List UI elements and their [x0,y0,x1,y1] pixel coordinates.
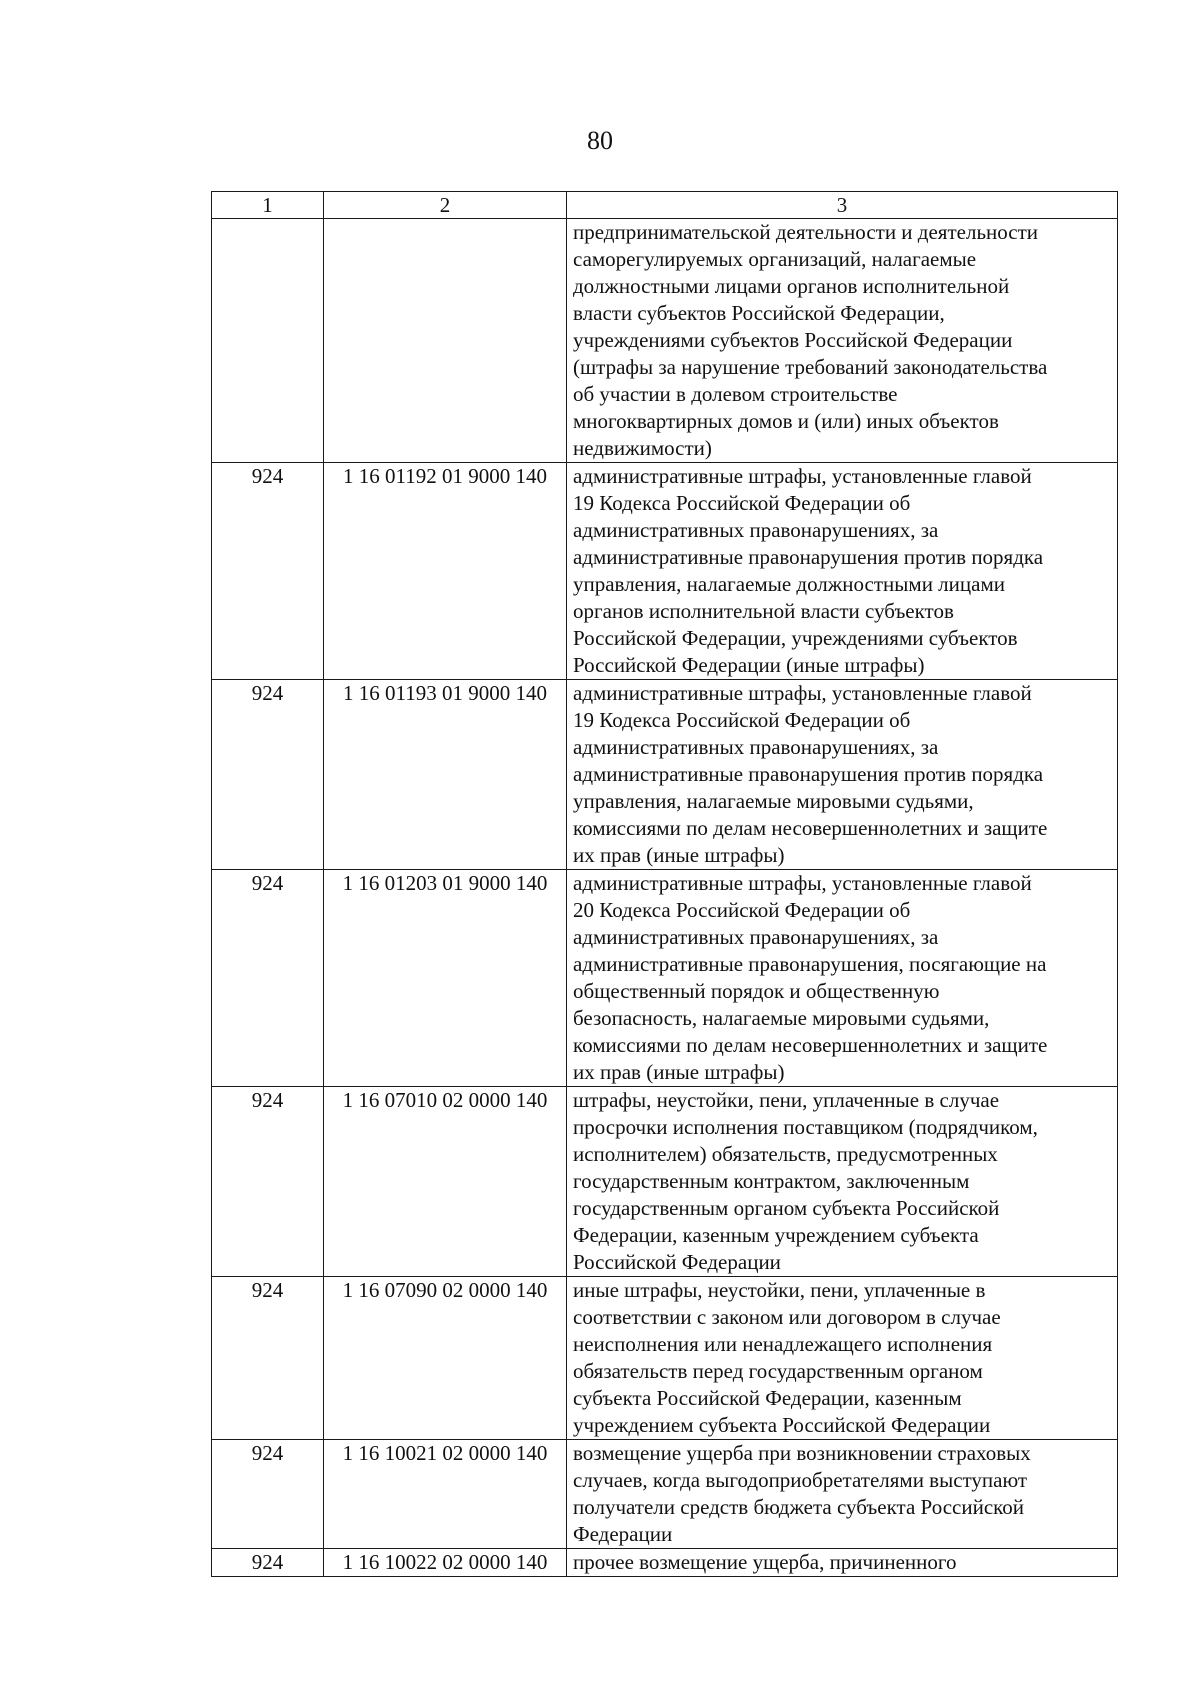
header-col-2: 2 [324,192,567,219]
admin-code-cell: 924 [212,1440,324,1549]
description-cell [567,870,1118,1087]
admin-code-cell: 924 [212,1277,324,1440]
admin-code-cell: 924 [212,1087,324,1277]
description-line: административных правонарушениях, за [573,735,939,759]
description-line: 20 Кодекса Российской Федерации об [573,898,911,922]
description-line: учреждениями субъектов Российской Федерации [573,328,1013,352]
description-line: исполнителем) обязательств, предусмотренных [573,1142,998,1166]
description-line: предпринимательской деятельности и деятельности [573,220,1039,244]
description-line: многоквартирных домов и (или) иных объектов [573,409,999,433]
description-line: просрочки исполнения поставщиком (подрядчиком, [573,1115,1038,1139]
description-line: Федерации [573,1522,673,1546]
table-row [212,870,1118,1087]
description-line: 19 Кодекса Российской Федерации об [573,708,911,732]
description-cell [567,219,1118,463]
admin-code-cell: 924 [212,680,324,870]
table-header-row [212,192,1118,219]
header-col-1: 1 [212,192,324,219]
page-number: 80 [587,126,613,155]
budget-code-cell: 1 16 01193 01 9000 140 [324,680,567,870]
description-line: Российской Федерации [573,1250,781,1274]
admin-code-cell: 924 [212,870,324,1087]
description-line: 19 Кодекса Российской Федерации об [573,491,911,515]
table-row [212,680,1118,870]
budget-code-cell: 1 16 10021 02 0000 140 [324,1440,567,1549]
description-line: административных правонарушениях, за [573,518,939,542]
table-row [212,1277,1118,1440]
description-line: субъекта Российской Федерации, казенным [573,1386,962,1410]
description-cell [567,1549,1118,1577]
description-line: комиссиями по делам несовершеннолетних и защите [573,816,1048,840]
description-line: власти субъектов Российской Федерации, [573,301,945,325]
budget-code-cell: 1 16 07090 02 0000 140 [324,1277,567,1440]
table-row [212,1549,1118,1577]
description-cell [567,680,1118,870]
description-line: неисполнения или ненадлежащего исполнения [573,1332,993,1356]
table-row [212,219,1118,463]
description-line: административные правонарушения против порядка [573,545,1044,569]
description-line: административные штрафы, установленные главой [573,871,1032,895]
description-line: Федерации, казенным учреждением субъекта [573,1223,979,1247]
table-row [212,1087,1118,1277]
budget-code-cell [324,219,567,463]
description-line: административные правонарушения против порядка [573,762,1044,786]
description-line: соответствии с законом или договором в случае [573,1305,1001,1329]
description-line: их прав (иные штрафы) [573,843,785,867]
budget-codes-table [211,191,1118,1577]
description-cell [567,1277,1118,1440]
header-col-3: 3 [567,192,1118,219]
table-body [212,219,1118,1577]
description-line: возмещение ущерба при возникновении страховых [573,1441,1031,1465]
description-line: должностными лицами органов исполнительной [573,274,1010,298]
description-line: общественный порядок и общественную [573,979,940,1003]
admin-code-cell: 924 [212,463,324,680]
description-line: государственным органом субъекта Российской [573,1196,1000,1220]
budget-code-cell: 1 16 01192 01 9000 140 [324,463,567,680]
description-cell [567,1440,1118,1549]
description-cell [567,1087,1118,1277]
description-line: административные правонарушения, посягающие на [573,952,1047,976]
description-line: недвижимости) [573,436,712,460]
description-line: об участии в долевом строительстве [573,382,898,406]
description-line: прочее возмещение ущерба, причиненного [573,1550,957,1574]
description-line: саморегулируемых организаций, налагаемые [573,247,977,271]
table-row [212,1440,1118,1549]
description-line: безопасность, налагаемые мировыми судьями, [573,1006,990,1030]
description-line: (штрафы за нарушение требований законодательства [573,355,1048,379]
description-line: административные штрафы, установленные главой [573,464,1032,488]
description-line: случаев, когда выгодоприобретателями выступают [573,1468,1028,1492]
description-line: Российской Федерации (иные штрафы) [573,653,925,677]
description-line: управления, налагаемые мировыми судьями, [573,789,974,813]
description-line: управления, налагаемые должностными лицами [573,572,1005,596]
description-line: их прав (иные штрафы) [573,1060,785,1084]
description-line: административных правонарушениях, за [573,925,939,949]
description-line: административные штрафы, установленные главой [573,681,1032,705]
budget-code-cell: 1 16 07010 02 0000 140 [324,1087,567,1277]
admin-code-cell: 924 [212,1549,324,1577]
description-line: Российской Федерации, учреждениями субъектов [573,626,1018,650]
description-line: штрафы, неустойки, пени, уплаченные в случае [573,1088,1000,1112]
description-line: комиссиями по делам несовершеннолетних и защите [573,1033,1048,1057]
budget-code-cell: 1 16 01203 01 9000 140 [324,870,567,1087]
budget-code-cell: 1 16 10022 02 0000 140 [324,1549,567,1577]
admin-code-cell [212,219,324,463]
description-cell [567,463,1118,680]
description-line: получатели средств бюджета субъекта Российской [573,1495,1025,1519]
description-line: иные штрафы, неустойки, пени, уплаченные в [573,1278,986,1302]
table-row [212,463,1118,680]
description-line: учреждением субъекта Российской Федерации [573,1413,991,1437]
description-line: обязательств перед государственным органом [573,1359,983,1383]
description-line: органов исполнительной власти субъектов [573,599,954,623]
description-line: государственным контрактом, заключенным [573,1169,970,1193]
